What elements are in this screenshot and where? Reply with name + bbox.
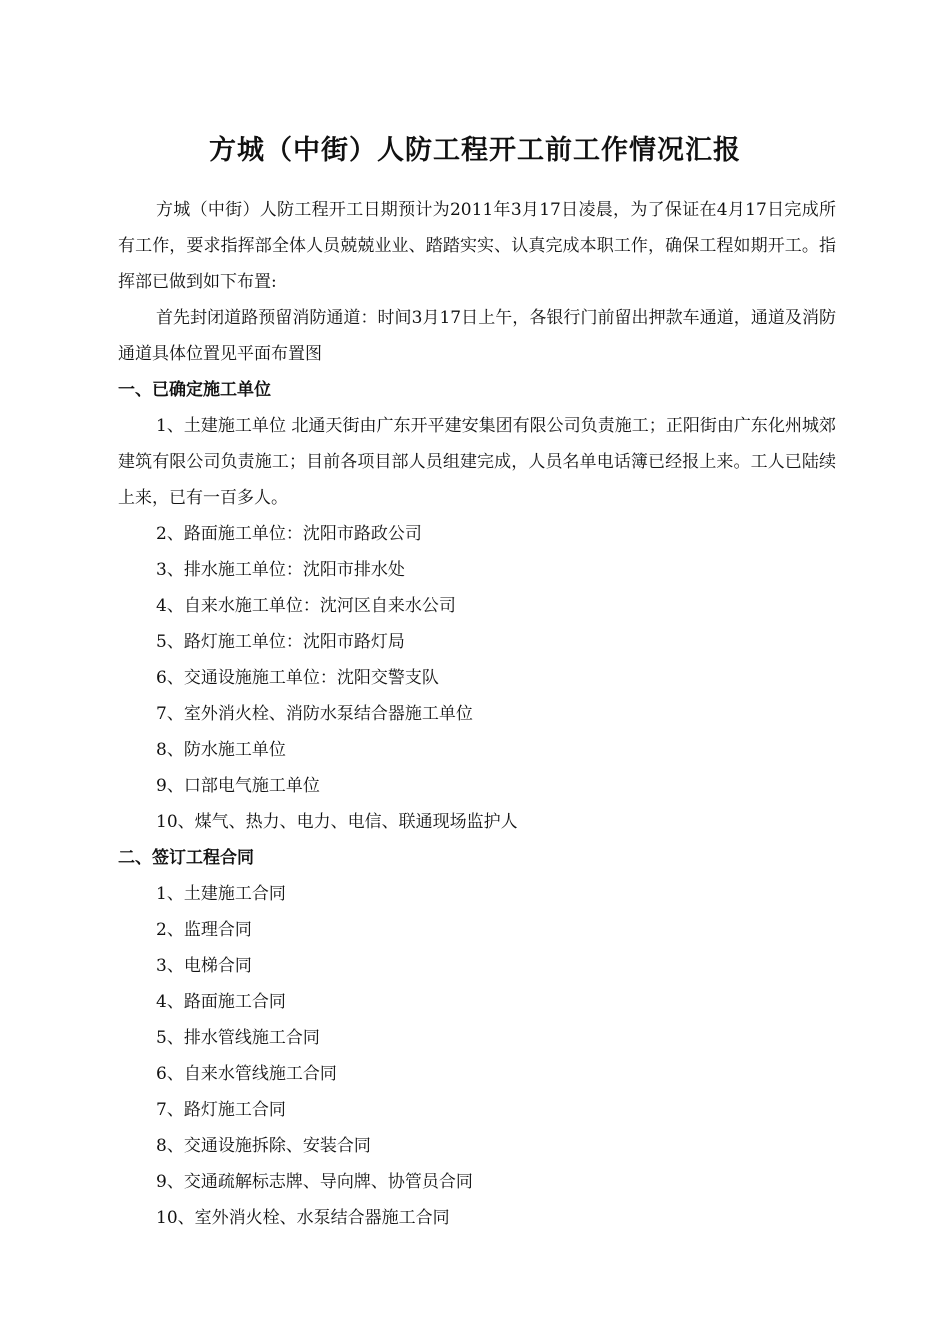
list-item: 7、室外消火栓、消防水泵结合器施工单位 [156, 704, 473, 724]
list-item: 6、交通设施施工单位：沈阳交警支队 [156, 668, 439, 688]
intro-paragraph: 首先封闭道路预留消防通道：时间3月17日上午，各银行门前留出押款车通道，通道及消防通道具体位置见平面布置图 [118, 308, 836, 364]
list-item: 9、口部电气施工单位 [156, 776, 320, 796]
list-item: 4、自来水施工单位：沈河区自来水公司 [156, 596, 456, 616]
list-item: 8、交通设施拆除、安装合同 [156, 1136, 371, 1156]
list-item: 1、土建施工合同 [156, 884, 286, 904]
list-item: 2、路面施工单位：沈阳市路政公司 [156, 524, 422, 544]
list-item: 5、排水管线施工合同 [156, 1028, 320, 1048]
list-item: 6、自来水管线施工合同 [156, 1064, 337, 1084]
list-item: 7、路灯施工合同 [156, 1100, 286, 1120]
list-item: 1、土建施工单位 北通天街由广东开平建安集团有限公司负责施工；正阳街由广东化州城郊建筑有限公司负责施工；目前各项目部人员组建完成，人员名单电话簿已经报上来。工人已陆续上来，已有一百多人。 [118, 416, 836, 508]
list-item: 5、路灯施工单位：沈阳市路灯局 [156, 632, 405, 652]
list-item: 2、监理合同 [156, 920, 252, 940]
list-item: 10、室外消火栓、水泵结合器施工合同 [156, 1208, 450, 1228]
list-item: 9、交通疏解标志牌、导向牌、协管员合同 [156, 1172, 473, 1192]
list-item: 4、路面施工合同 [156, 992, 286, 1012]
document-body [118, 192, 836, 1236]
list-item: 3、排水施工单位：沈阳市排水处 [156, 560, 405, 580]
section-heading: 一、已确定施工单位 [118, 380, 271, 400]
document-title: 方城（中街）人防工程开工前工作情况汇报 [209, 135, 741, 166]
list-item: 10、煤气、热力、电力、电信、联通现场监护人 [156, 812, 518, 832]
section-heading: 二、签订工程合同 [118, 848, 254, 868]
intro-paragraph: 方城（中街）人防工程开工日期预计为2011年3月17日凌晨，为了保证在4月17日完成所有工作，要求指挥部全体人员兢兢业业、踏踏实实、认真完成本职工作，确保工程如期开工。指挥部已做到如下布置: [118, 200, 836, 292]
list-item: 3、电梯合同 [156, 956, 252, 976]
list-item: 8、防水施工单位 [156, 740, 286, 760]
